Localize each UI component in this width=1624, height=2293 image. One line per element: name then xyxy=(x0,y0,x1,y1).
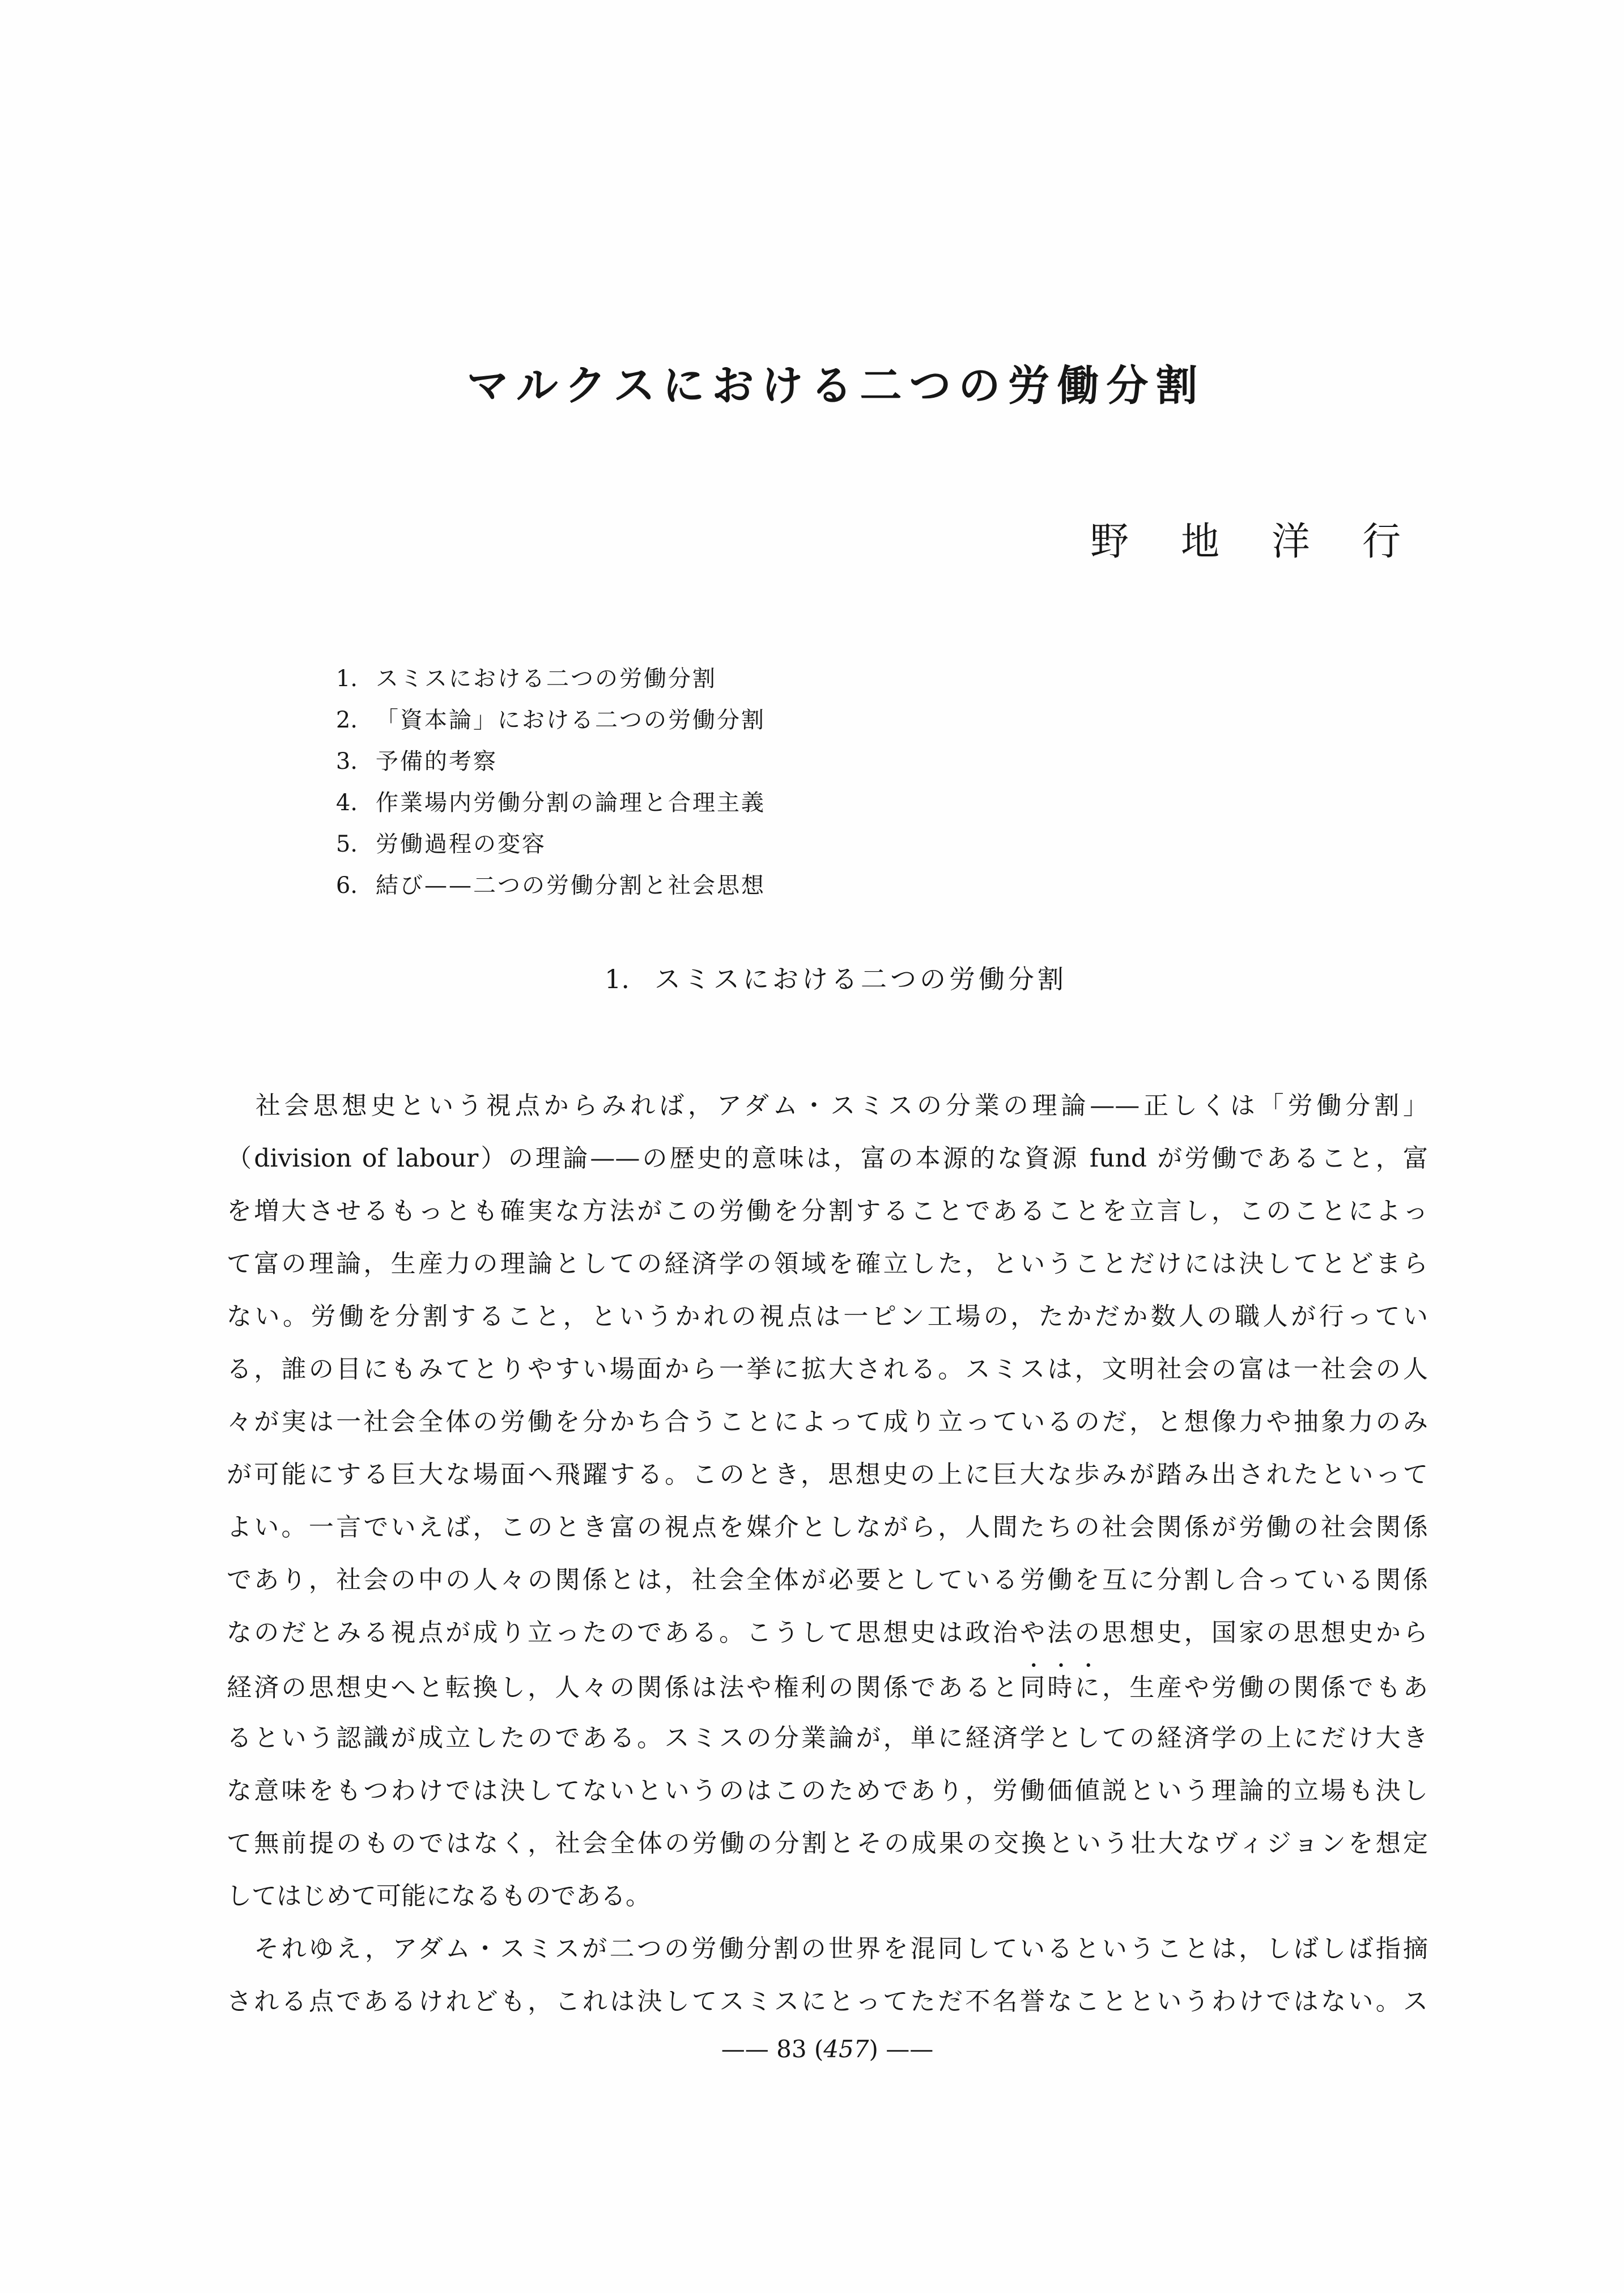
toc-item-label: 作業場内労働分割の論理と合理主義 xyxy=(376,790,766,816)
body-line: な意味をもつわけでは決してないというのはこのためであり，労働価値説という理論的立場も決し xyxy=(227,1776,1428,1805)
toc-item-label: 予備的考察 xyxy=(376,748,498,775)
toc-item-label: スミスにおける二つの労働分割 xyxy=(376,666,717,692)
toc-item xyxy=(331,865,766,907)
toc-item-number: 6. xyxy=(335,873,358,899)
toc-item-number: 4. xyxy=(335,790,358,816)
toc-item-label: 労働過程の変容 xyxy=(376,831,546,857)
emphasized-text: 同時に xyxy=(1020,1673,1102,1702)
body-line: であり，社会の中の人々の関係とは，社会全体が必要としている労働を互に分割し合っている関係 xyxy=(227,1565,1428,1594)
footer-page-number-italic: 457 xyxy=(823,2035,869,2063)
toc-item-label: 「資本論」における二つの労働分割 xyxy=(376,707,766,733)
body-line: て無前提のものではなく，社会全体の労働の分割とその成果の交換という壮大なヴィジョンを想定 xyxy=(227,1829,1428,1858)
body-line-segment: ，生産や労働の関係でもあ xyxy=(1102,1673,1429,1702)
toc-item xyxy=(331,741,766,782)
toc-item xyxy=(331,700,766,741)
toc-item xyxy=(331,824,766,865)
body-line: してはじめて可能になるものである。 xyxy=(227,1882,651,1911)
body-line: なのだとみる視点が成り立ったのである。こうして思想史は政治や法の思想史，国家の思想史から xyxy=(227,1618,1428,1647)
body-line: が可能にする巨大な場面へ飛躍する。このとき，思想史の上に巨大な歩みが踏み出されたといって xyxy=(227,1460,1428,1489)
body-line: それゆえ，アダム・スミスが二つの労働分割の世界を混同しているということは，しばしば指摘 xyxy=(227,1934,1428,1963)
body-line: よい。一言でいえば，このとき富の視点を媒介としながら，人間たちの社会関係が労働の社会関係 xyxy=(227,1513,1428,1542)
toc-item-number: 5. xyxy=(335,831,358,857)
toc-item xyxy=(331,782,766,824)
section-number: 1. xyxy=(605,964,630,994)
body-line-segment: 経済の思想史へと転換し，人々の関係は法や権利の関係であると xyxy=(227,1673,1021,1702)
body-line: 社会思想史という視点からみれば，アダム・スミスの分業の理論——正しくは「労働分割」 xyxy=(227,1091,1428,1120)
table-of-contents xyxy=(331,658,766,907)
toc-item xyxy=(331,658,766,700)
body-line: される点であるけれども，これは決してスミスにとってただ不名誉なことというわけではない。ス xyxy=(227,1987,1428,2016)
body-line: 々が実は一社会全体の労働を分かち合うことによって成り立っているのだ，と想像力や抽象力のみ xyxy=(227,1407,1428,1436)
toc-item-number: 3. xyxy=(335,748,358,775)
body-text xyxy=(227,1079,1428,2028)
footer-right: ) —— xyxy=(869,2035,934,2063)
page-footer xyxy=(227,2035,1428,2063)
body-line: る，誰の目にもみてとりやすい場面から一挙に拡大される。スミスは，文明社会の富は一社会の人 xyxy=(227,1355,1428,1384)
section-title: スミスにおける二つの労働分割 xyxy=(654,964,1067,994)
footer-left: —— 83 ( xyxy=(721,2035,824,2063)
author-name: 野 地 洋 行 xyxy=(1090,520,1408,564)
body-line: （division of labour）の理論——の歴史的意味は，富の本源的な資源 fund が労働であること，富 xyxy=(227,1144,1428,1173)
section-heading xyxy=(227,959,1445,996)
body-line: るという認識が成立したのである。スミスの分業論が，単に経済学としての経済学の上にだけ大き xyxy=(227,1724,1428,1752)
body-line: ない。労働を分割すること，というかれの視点は一ピン工場の，たかだか数人の職人が行ってい xyxy=(227,1302,1428,1331)
body-line-with-emphasis xyxy=(227,1659,1428,1712)
page-title: マルクスにおける二つの労働分割 xyxy=(466,361,1205,410)
body-line: を増大させるもっとも確実な方法がこの労働を分割することであることを立言し，このことによっ xyxy=(227,1197,1428,1226)
body-line: て富の理論，生産力の理論としての経済学の領域を確立した，ということだけには決してとどまら xyxy=(227,1249,1428,1278)
toc-item-number: 2. xyxy=(335,707,358,733)
toc-item-number: 1. xyxy=(335,666,358,692)
toc-item-label: 結び——二つの労働分割と社会思想 xyxy=(376,873,766,899)
